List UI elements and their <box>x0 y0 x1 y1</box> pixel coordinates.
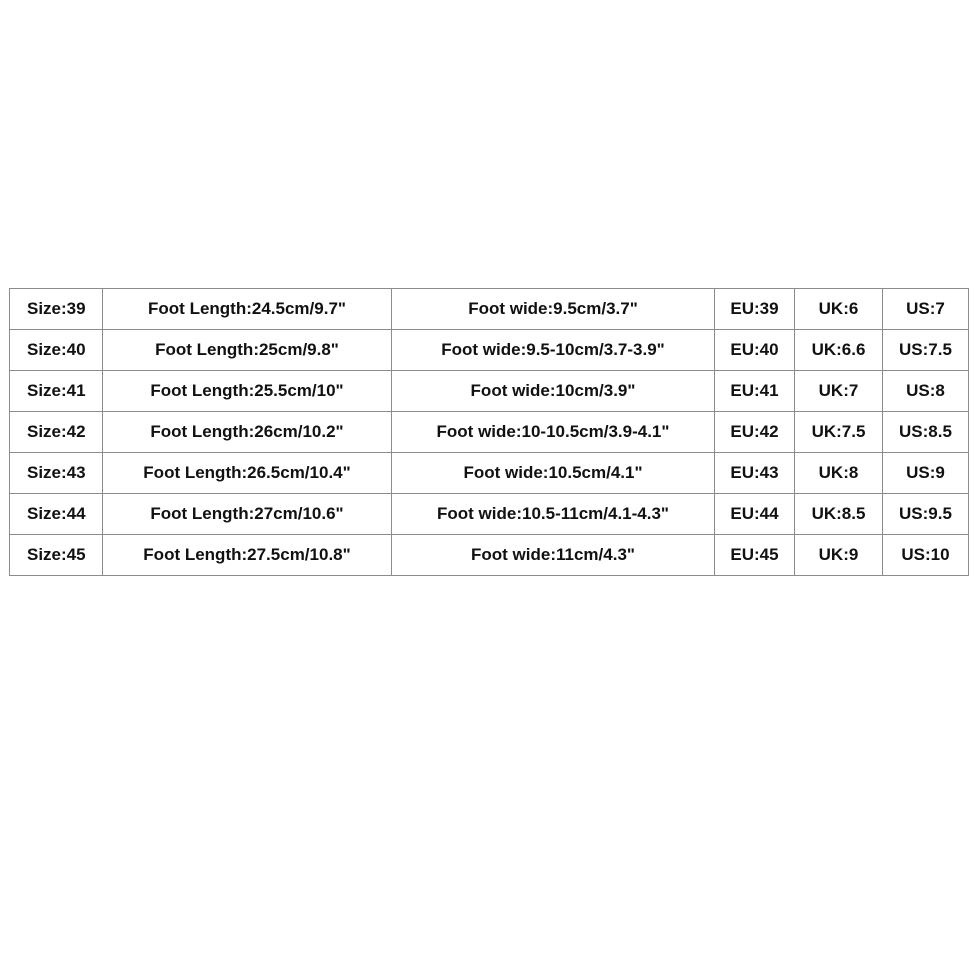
us-size-cell: US:7 <box>883 289 969 330</box>
size-cell: Size:40 <box>10 330 103 371</box>
uk-size-cell: UK:6.6 <box>795 330 883 371</box>
uk-size-cell: UK:9 <box>795 535 883 576</box>
table-row <box>10 371 969 412</box>
us-size-cell: US:9.5 <box>883 494 969 535</box>
uk-size-cell: UK:8 <box>795 453 883 494</box>
foot-length-cell: Foot Length:24.5cm/9.7" <box>103 289 392 330</box>
size-cell: Size:41 <box>10 371 103 412</box>
foot-wide-cell: Foot wide:11cm/4.3" <box>392 535 715 576</box>
us-size-cell: US:9 <box>883 453 969 494</box>
eu-size-cell: EU:42 <box>715 412 795 453</box>
uk-size-cell: UK:8.5 <box>795 494 883 535</box>
foot-length-cell: Foot Length:25.5cm/10" <box>103 371 392 412</box>
foot-length-cell: Foot Length:26cm/10.2" <box>103 412 392 453</box>
size-cell: Size:39 <box>10 289 103 330</box>
foot-length-cell: Foot Length:26.5cm/10.4" <box>103 453 392 494</box>
table-row <box>10 494 969 535</box>
table-row <box>10 412 969 453</box>
table-row <box>10 330 969 371</box>
eu-size-cell: EU:39 <box>715 289 795 330</box>
eu-size-cell: EU:41 <box>715 371 795 412</box>
foot-wide-cell: Foot wide:10cm/3.9" <box>392 371 715 412</box>
size-cell: Size:42 <box>10 412 103 453</box>
us-size-cell: US:8.5 <box>883 412 969 453</box>
size-chart-table <box>9 288 969 576</box>
eu-size-cell: EU:44 <box>715 494 795 535</box>
us-size-cell: US:7.5 <box>883 330 969 371</box>
table-row <box>10 453 969 494</box>
foot-wide-cell: Foot wide:9.5cm/3.7" <box>392 289 715 330</box>
us-size-cell: US:10 <box>883 535 969 576</box>
foot-wide-cell: Foot wide:10-10.5cm/3.9-4.1" <box>392 412 715 453</box>
size-cell: Size:43 <box>10 453 103 494</box>
size-cell: Size:44 <box>10 494 103 535</box>
foot-wide-cell: Foot wide:10.5cm/4.1" <box>392 453 715 494</box>
foot-wide-cell: Foot wide:10.5-11cm/4.1-4.3" <box>392 494 715 535</box>
table-row <box>10 289 969 330</box>
foot-wide-cell: Foot wide:9.5-10cm/3.7-3.9" <box>392 330 715 371</box>
eu-size-cell: EU:45 <box>715 535 795 576</box>
size-cell: Size:45 <box>10 535 103 576</box>
foot-length-cell: Foot Length:27cm/10.6" <box>103 494 392 535</box>
uk-size-cell: UK:6 <box>795 289 883 330</box>
us-size-cell: US:8 <box>883 371 969 412</box>
foot-length-cell: Foot Length:25cm/9.8" <box>103 330 392 371</box>
uk-size-cell: UK:7.5 <box>795 412 883 453</box>
table-row <box>10 535 969 576</box>
foot-length-cell: Foot Length:27.5cm/10.8" <box>103 535 392 576</box>
eu-size-cell: EU:43 <box>715 453 795 494</box>
eu-size-cell: EU:40 <box>715 330 795 371</box>
uk-size-cell: UK:7 <box>795 371 883 412</box>
